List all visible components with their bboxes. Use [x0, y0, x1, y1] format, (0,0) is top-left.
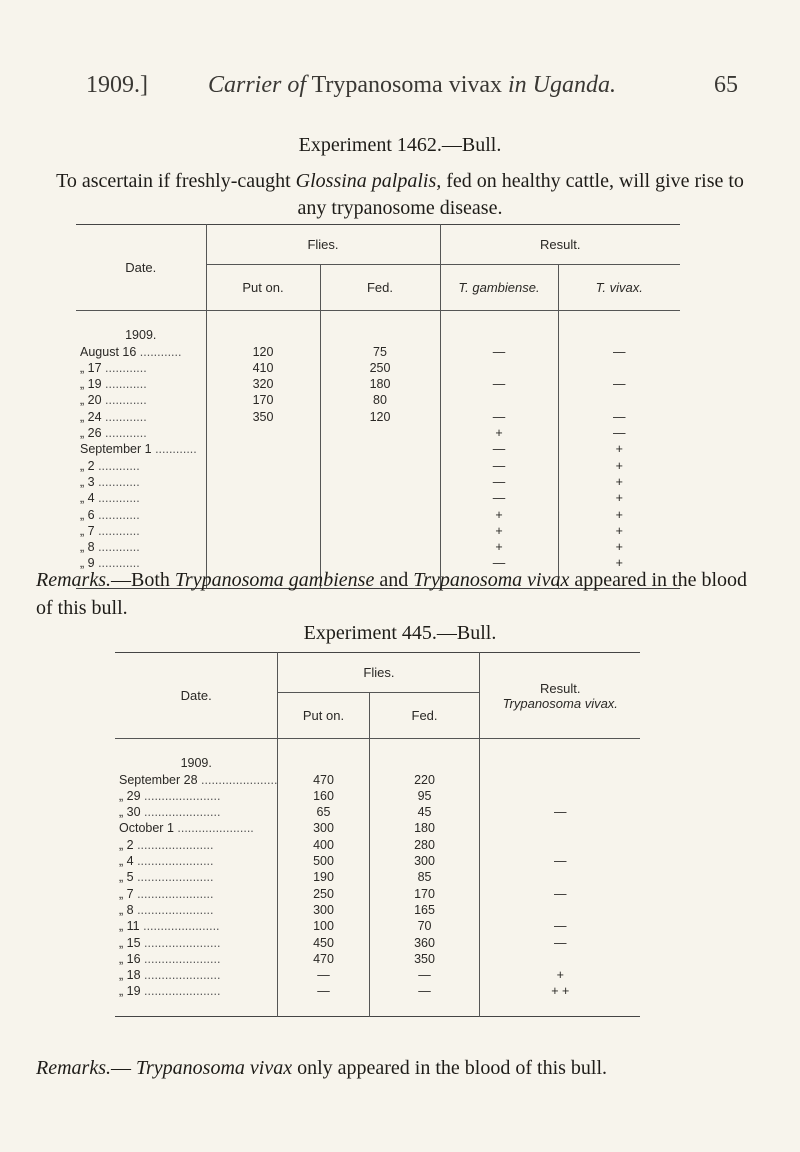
month: „ — [119, 919, 124, 934]
vivax-cell: — — [480, 853, 640, 869]
day: 15 — [126, 935, 141, 950]
fed-cell: 95 — [369, 788, 480, 804]
date-cell — [76, 376, 206, 392]
vivax-cell: + — [558, 555, 680, 571]
fed-cell: 80 — [320, 392, 440, 408]
leader-dots: ............ — [94, 474, 140, 489]
fed-cell: 180 — [320, 376, 440, 392]
leader-dots: ...................... — [133, 886, 214, 901]
leader-dots: ............ — [94, 507, 140, 522]
table-row — [76, 392, 680, 408]
fed-cell: 165 — [369, 902, 480, 918]
gambiense-cell — [440, 392, 558, 408]
table-row — [115, 788, 640, 804]
day: 4 — [87, 491, 95, 506]
table-row — [76, 441, 680, 457]
page-number: 65 — [714, 72, 738, 98]
table-row — [115, 902, 640, 918]
gambiense-cell: — — [440, 458, 558, 474]
fed-cell — [320, 507, 440, 523]
put-on-header: Put on. — [206, 265, 320, 311]
table-row — [76, 507, 680, 523]
date-cell — [115, 983, 278, 999]
flies-header: Flies. — [206, 225, 440, 265]
month: „ — [119, 886, 124, 901]
running-head-year: 1909.] — [86, 72, 148, 98]
date-cell — [115, 853, 278, 869]
date-cell — [115, 772, 278, 788]
date-cell — [115, 869, 278, 885]
put-on-cell: 500 — [278, 853, 369, 869]
table-row — [115, 967, 640, 983]
table-row — [115, 820, 640, 836]
fed-cell: 180 — [369, 820, 480, 836]
table-row — [76, 344, 680, 360]
year-label: 1909. — [125, 328, 157, 343]
vivax-cell: + — [558, 507, 680, 523]
day: 7 — [87, 523, 95, 538]
gambiense-cell — [440, 360, 558, 376]
put-on-cell: 400 — [278, 837, 369, 853]
vivax-cell — [480, 869, 640, 885]
year-label: 1909. — [180, 756, 212, 771]
leader-dots: ...................... — [133, 870, 214, 885]
leader-dots: ............ — [94, 556, 140, 571]
month: „ — [119, 788, 124, 803]
leader-dots: ............ — [94, 540, 140, 555]
put-on-cell — [206, 490, 320, 506]
put-on-cell: — — [278, 983, 369, 999]
vivax-cell — [480, 788, 640, 804]
day: 3 — [87, 474, 95, 489]
vivax-cell — [558, 360, 680, 376]
day: 6 — [87, 507, 95, 522]
gambiense-cell: — — [440, 344, 558, 360]
put-on-cell: 160 — [278, 788, 369, 804]
month: „ — [80, 458, 85, 473]
date-cell — [115, 967, 278, 983]
vivax-cell — [480, 820, 640, 836]
vivax-cell: + — [558, 458, 680, 474]
month: „ — [80, 540, 85, 555]
day: 1 — [166, 821, 174, 836]
vivax-cell — [558, 392, 680, 408]
day: 2 — [126, 837, 134, 852]
result-subheader: Trypanosoma vivax. — [502, 695, 618, 711]
fed-cell: — — [369, 967, 480, 983]
table-row — [115, 951, 640, 967]
put-on-cell — [206, 539, 320, 555]
vivax-cell: — — [480, 935, 640, 951]
leader-dots: ...................... — [140, 984, 221, 999]
month: „ — [80, 409, 85, 424]
table-row — [76, 523, 680, 539]
date-cell — [76, 523, 206, 539]
fed-cell: 220 — [369, 772, 480, 788]
experiment-2-title: Experiment 445.—Bull. — [303, 622, 497, 644]
leader-dots: ...................... — [133, 854, 214, 869]
experiment-1-remarks: Remarks.—Both Trypanosoma gambiense and Trypanosoma vivax appeared in the blood of this bull. — [36, 569, 748, 619]
date-cell — [115, 804, 278, 820]
vivax-cell — [480, 951, 640, 967]
put-on-cell: 350 — [206, 409, 320, 425]
month: „ — [119, 968, 124, 983]
date-cell — [76, 474, 206, 490]
gambiense-cell: + — [440, 425, 558, 441]
fed-cell: 170 — [369, 886, 480, 902]
vivax-cell: — — [480, 804, 640, 820]
date-cell — [76, 539, 206, 555]
month: „ — [80, 360, 85, 375]
table-row — [115, 983, 640, 999]
day: 30 — [126, 805, 141, 820]
put-on-cell — [206, 425, 320, 441]
fed-cell — [320, 523, 440, 539]
month: October — [119, 821, 164, 836]
date-cell — [115, 788, 278, 804]
put-on-cell: 300 — [278, 902, 369, 918]
day: 20 — [87, 393, 102, 408]
date-cell — [115, 951, 278, 967]
vivax-cell: + — [480, 967, 640, 983]
put-on-cell — [206, 474, 320, 490]
date-cell — [76, 458, 206, 474]
fed-cell: 250 — [320, 360, 440, 376]
table-row — [115, 886, 640, 902]
leader-dots: ...................... — [173, 821, 254, 836]
t-gambiense-header: T. gambiense. — [440, 265, 558, 311]
date-cell — [76, 425, 206, 441]
put-on-cell — [206, 507, 320, 523]
month: „ — [80, 377, 85, 392]
table-row — [115, 772, 640, 788]
put-on-cell: 470 — [278, 951, 369, 967]
put-on-cell: 320 — [206, 376, 320, 392]
vivax-cell: + — [558, 441, 680, 457]
day: 24 — [87, 409, 102, 424]
leader-dots: ...................... — [140, 968, 221, 983]
fed-cell: 70 — [369, 918, 480, 934]
table-row — [76, 425, 680, 441]
vivax-cell: + — [558, 539, 680, 555]
leader-dots: ............ — [136, 344, 182, 359]
gambiense-cell: — — [440, 409, 558, 425]
vivax-cell: — — [558, 344, 680, 360]
flies-header: Flies. — [278, 653, 480, 693]
vivax-cell: — — [558, 376, 680, 392]
table-row — [76, 376, 680, 392]
table-row — [115, 804, 640, 820]
date-cell — [115, 886, 278, 902]
day: 18 — [126, 968, 141, 983]
leader-dots: ............ — [101, 360, 147, 375]
put-on-cell: 65 — [278, 804, 369, 820]
date-cell — [115, 820, 278, 836]
fed-header: Fed. — [320, 265, 440, 311]
vivax-cell: + — [558, 523, 680, 539]
day: 26 — [87, 426, 102, 441]
vivax-cell: — — [480, 918, 640, 934]
put-on-header: Put on. — [278, 693, 369, 739]
month: „ — [80, 523, 85, 538]
experiment-2-remarks: Remarks.— Trypanosoma vivax only appeared in the blood of this bull. — [36, 1057, 608, 1079]
put-on-cell: 190 — [278, 869, 369, 885]
date-cell — [76, 344, 206, 360]
experiment-1-title: Experiment 1462.—Bull. — [298, 134, 502, 156]
leader-dots: ............ — [94, 523, 140, 538]
put-on-cell — [206, 441, 320, 457]
fed-cell — [320, 539, 440, 555]
month: „ — [119, 902, 124, 917]
month: „ — [119, 951, 124, 966]
experiment-2-table-body — [115, 739, 640, 1017]
table-row — [76, 474, 680, 490]
date-cell — [76, 507, 206, 523]
day: 16 — [126, 951, 141, 966]
fed-cell — [320, 441, 440, 457]
put-on-cell: 250 — [278, 886, 369, 902]
leader-dots: ............ — [101, 393, 147, 408]
date-cell — [115, 902, 278, 918]
table-row — [76, 490, 680, 506]
vivax-cell — [480, 837, 640, 853]
fed-cell: 85 — [369, 869, 480, 885]
gambiense-cell: — — [440, 490, 558, 506]
leader-dots: ............ — [101, 377, 147, 392]
day: 28 — [183, 772, 198, 787]
put-on-cell — [206, 523, 320, 539]
leader-dots: ...................... — [140, 788, 221, 803]
table-row — [76, 539, 680, 555]
leader-dots: ............ — [151, 442, 197, 457]
vivax-cell: — — [558, 409, 680, 425]
date-header: Date. — [76, 225, 206, 311]
gambiense-cell: — — [440, 555, 558, 571]
table-row — [115, 935, 640, 951]
leader-dots: ...................... — [133, 902, 214, 917]
fed-cell: 120 — [320, 409, 440, 425]
table-row — [115, 918, 640, 934]
t-vivax-header: T. vivax. — [558, 265, 680, 311]
put-on-cell: 410 — [206, 360, 320, 376]
fed-cell: 280 — [369, 837, 480, 853]
vivax-cell: — — [480, 886, 640, 902]
fed-cell: — — [369, 983, 480, 999]
running-head — [86, 72, 738, 112]
result-header: Result. — [440, 225, 680, 265]
leader-dots: ...................... — [140, 805, 221, 820]
date-cell — [76, 441, 206, 457]
put-on-cell: 470 — [278, 772, 369, 788]
fed-cell — [320, 474, 440, 490]
day: 4 — [126, 854, 134, 869]
running-head-title: Carrier of Trypanosoma vivax in Uganda. — [207, 72, 617, 98]
fed-cell — [320, 458, 440, 474]
day: 19 — [126, 984, 141, 999]
leader-dots: ...................... — [140, 935, 221, 950]
month: „ — [80, 556, 85, 571]
put-on-cell: 300 — [278, 820, 369, 836]
month: „ — [80, 426, 85, 441]
month: September — [80, 442, 142, 457]
vivax-cell: — — [558, 425, 680, 441]
day: 8 — [87, 540, 95, 555]
day: 11 — [126, 919, 140, 934]
date-cell — [115, 935, 278, 951]
month: August — [80, 344, 119, 359]
month: „ — [80, 507, 85, 522]
month: „ — [119, 837, 124, 852]
date-cell — [76, 392, 206, 408]
gambiense-cell: — — [440, 441, 558, 457]
date-cell — [115, 918, 278, 934]
day: 17 — [87, 360, 102, 375]
day: 16 — [122, 344, 137, 359]
month: „ — [119, 935, 124, 950]
experiment-1-table — [76, 224, 680, 589]
vivax-cell — [480, 902, 640, 918]
experiment-1-table-body — [76, 311, 680, 589]
month: „ — [80, 393, 85, 408]
fed-cell: 350 — [369, 951, 480, 967]
table-row — [115, 853, 640, 869]
day: 19 — [87, 377, 102, 392]
put-on-cell: — — [278, 967, 369, 983]
leader-dots: ............ — [94, 458, 140, 473]
leader-dots: ............ — [101, 426, 147, 441]
month: „ — [119, 805, 124, 820]
gambiense-cell: + — [440, 507, 558, 523]
gambiense-cell: + — [440, 539, 558, 555]
day: 2 — [87, 458, 95, 473]
table-row — [115, 869, 640, 885]
date-header: Date. — [115, 653, 278, 739]
leader-dots: ...................... — [133, 837, 214, 852]
leader-dots: ............ — [94, 491, 140, 506]
day: 9 — [87, 556, 95, 571]
put-on-cell: 100 — [278, 918, 369, 934]
table-row — [76, 409, 680, 425]
vivax-cell: + — [558, 490, 680, 506]
leader-dots: ...................... — [197, 772, 278, 787]
day: 7 — [126, 886, 134, 901]
fed-header: Fed. — [369, 693, 480, 739]
month: „ — [80, 491, 85, 506]
fed-cell: 75 — [320, 344, 440, 360]
vivax-cell — [480, 772, 640, 788]
month: „ — [119, 870, 124, 885]
month: „ — [80, 474, 85, 489]
month: „ — [119, 854, 124, 869]
fed-cell — [320, 490, 440, 506]
date-cell — [76, 409, 206, 425]
date-cell — [115, 837, 278, 853]
table-row — [115, 837, 640, 853]
gambiense-cell: — — [440, 376, 558, 392]
day: 29 — [126, 788, 141, 803]
fed-cell: 360 — [369, 935, 480, 951]
put-on-cell — [206, 458, 320, 474]
fed-cell: 300 — [369, 853, 480, 869]
put-on-cell: 120 — [206, 344, 320, 360]
month: September — [119, 772, 181, 787]
result-header: Result. Trypanosoma vivax. — [480, 653, 640, 739]
experiment-1-intro: To ascertain if freshly-caught Glossina palpalis, fed on healthy cattle, will give rise to any trypanosome disease. — [56, 170, 744, 219]
day: 5 — [126, 870, 134, 885]
gambiense-cell: — — [440, 474, 558, 490]
vivax-cell: + + — [480, 983, 640, 999]
month: „ — [119, 984, 124, 999]
leader-dots: ...................... — [139, 919, 220, 934]
table-row — [76, 360, 680, 376]
date-cell — [76, 360, 206, 376]
leader-dots: ............ — [101, 409, 147, 424]
day: 8 — [126, 902, 134, 917]
fed-cell — [320, 425, 440, 441]
date-cell — [76, 490, 206, 506]
gambiense-cell: + — [440, 523, 558, 539]
put-on-cell: 450 — [278, 935, 369, 951]
vivax-cell: + — [558, 474, 680, 490]
day: 1 — [144, 442, 152, 457]
fed-cell: 45 — [369, 804, 480, 820]
leader-dots: ...................... — [140, 951, 221, 966]
put-on-cell: 170 — [206, 392, 320, 408]
experiment-2-table — [115, 652, 640, 1017]
table-row — [76, 458, 680, 474]
